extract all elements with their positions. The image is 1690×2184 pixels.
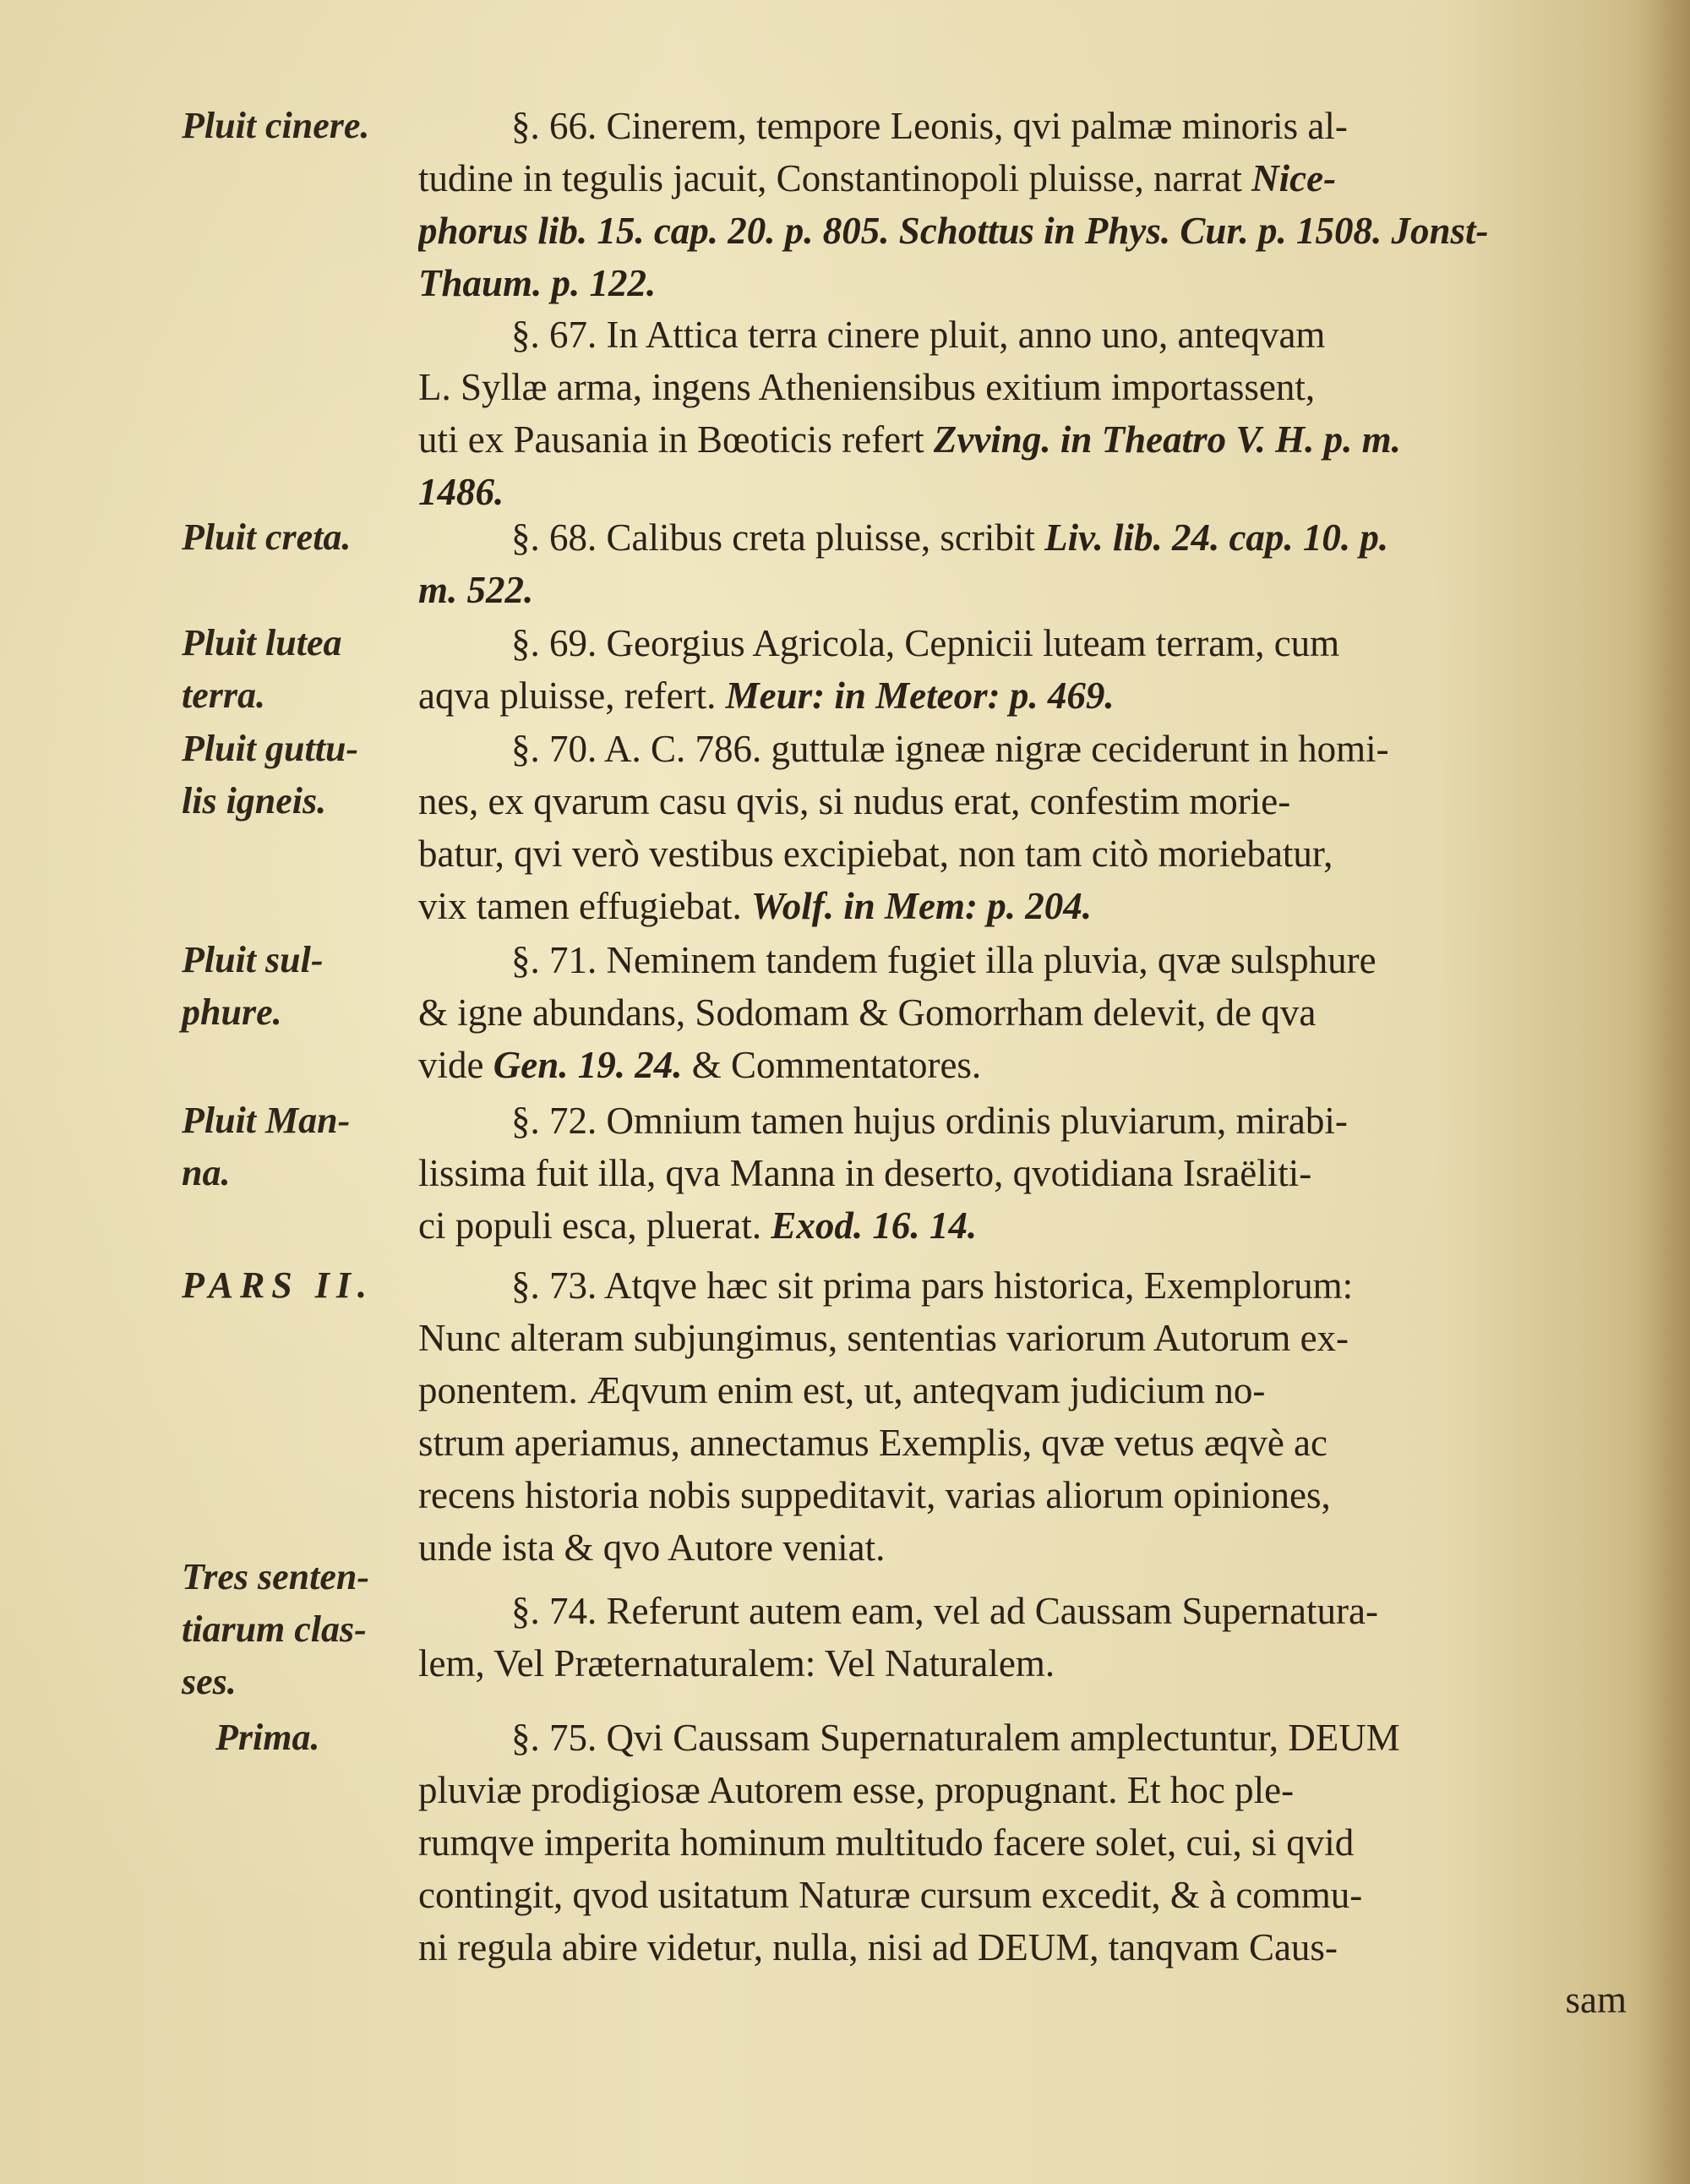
paragraph-66 [418,100,1627,309]
text-line: L. Syllæ arma, ingens Atheniensibus exitium importassent, [418,366,1316,408]
text-line: §. 72. Omnium tamen hujus ordinis pluviarum, mirabi- [511,1100,1348,1142]
text-line [418,205,1627,257]
paragraph-67 [418,308,1627,518]
text-line: pluviæ prodigiosæ Autorem esse, propugnant. Et hoc ple- [418,1769,1295,1811]
margin-note [182,617,418,722]
citation: 1486. [418,471,504,513]
paragraph-72 [418,1095,1627,1252]
paragraph-74 [418,1585,1627,1690]
paragraph-75 [418,1712,1627,2026]
margin-note [182,100,418,152]
text-line: ni regula abire videtur, nulla, nisi ad DEUM, tanqvam Caus- [418,1926,1338,1968]
text-line: rumqve imperita hominum multitudo facere solet, cui, si qvid [418,1821,1355,1864]
text-line: lem, Vel Præternaturalem: Vel Naturalem. [418,1642,1055,1684]
margin-note-line: lis igneis. [182,780,327,822]
text-line: vide Gen. 19. 24. & Commentatores. [418,1044,982,1086]
citation: Thaum. p. 122. [418,262,657,304]
text-line: lissima fuit illa, qva Manna in deserto, qvotidiana Israëliti- [418,1152,1312,1194]
margin-note-line: Pluit creta. [182,516,352,558]
text-line: uti ex Pausania in Bœoticis refert Zvving. in Theatro V. H. p. m. [418,418,1401,461]
citation: m. 522. [418,569,534,611]
text-line [418,564,1627,616]
citation: Meur: in Meteor: p. 469. [725,674,1115,717]
citation: Nice- [1251,157,1337,199]
margin-note-line: Pluit guttu- [182,728,359,769]
paragraph-73 [418,1259,1627,1574]
citation: phorus lib. 15. cap. 20. p. 805. Schottus in Phys. Cur. p. 1508. Jonst- [418,210,1489,252]
text-line: §. 71. Neminem tandem fugiet illa pluvia, qvæ sulsphure [511,939,1377,981]
margin-note-line: Prima. [215,1717,320,1758]
text-line: tudine in tegulis jacuit, Constantinopoli pluisse, narrat Nice- [418,157,1337,199]
margin-note-line: na. [182,1152,231,1193]
text-line: aqva pluisse, refert. Meur: in Meteor: p. 469. [418,674,1115,717]
margin-note-line: ses. [182,1661,237,1702]
text-line: §. 73. Atqve hæc sit prima pars historica, Exemplorum: [511,1264,1354,1307]
margin-note-line: Pluit cinere. [182,105,370,146]
text-line: vix tamen effugiebat. Wolf. in Mem: p. 204. [418,885,1092,927]
text-line: §. 66. Cinerem, tempore Leonis, qvi palmæ minoris al- [511,105,1348,147]
margin-note-line: PARS II. [182,1264,374,1306]
text-line [418,257,1627,309]
paragraph-68 [418,511,1627,616]
margin-note [182,1095,418,1199]
text-line: §. 67. In Attica terra cinere pluit, anno uno, anteqvam [511,314,1326,356]
citation: Gen. 19. 24. [493,1044,683,1086]
text-line: strum aperiamus, annectamus Exemplis, qvæ vetus æqvè ac [418,1422,1328,1464]
margin-note [182,723,418,827]
margin-note [182,934,418,1039]
text-line: §. 69. Georgius Agricola, Cepnicii luteam terram, cum [511,622,1340,664]
margin-note-line: Tres senten- [182,1556,370,1597]
text-line: & igne abundans, Sodomam & Gomorrham delevit, de qva [418,991,1317,1034]
text-line [418,466,1627,518]
margin-note-line: phure. [182,991,282,1033]
paragraph-69 [418,617,1627,722]
margin-note [182,1259,418,1312]
margin-note-line: Pluit sul- [182,939,324,980]
margin-note-line: Pluit lutea [182,622,342,663]
catchword: sam [1565,1979,1627,2021]
citation: Zvving. in Theatro V. H. p. m. [933,418,1401,461]
text-line: batur, qvi verò vestibus excipiebat, non tam citò moriebatur, [418,833,1333,875]
text-line: ci populi esca, pluerat. Exod. 16. 14. [418,1204,978,1247]
margin-note-line: tiarum clas- [182,1608,367,1650]
text-line: recens historia nobis suppeditavit, varias aliorum opiniones, [418,1474,1331,1516]
paragraph-70 [418,723,1627,932]
margin-note [182,1551,418,1708]
text-line: Nunc alteram subjungimus, sententias variorum Autorum ex- [418,1317,1349,1359]
margin-note-line: Pluit Man- [182,1100,351,1141]
text-line: ponentem. Æqvum enim est, ut, anteqvam judicium no- [418,1369,1266,1411]
text-line: §. 75. Qvi Caussam Supernaturalem amplectuntur, DEUM [511,1717,1400,1759]
text-line: §. 70. A. C. 786. guttulæ igneæ nigræ ceciderunt in homi- [511,728,1389,770]
text-line: §. 74. Referunt autem eam, vel ad Caussam Supernatura- [511,1590,1378,1632]
margin-note [215,1712,452,1764]
text-line: §. 68. Calibus creta pluisse, scribit Liv. lib. 24. cap. 10. p. [511,516,1389,559]
paragraph-71 [418,934,1627,1091]
margin-note-line: terra. [182,674,265,716]
text-line: contingit, qvod usitatum Naturæ cursum excedit, & à commu- [418,1874,1363,1916]
citation: Exod. 16. 14. [771,1204,978,1247]
citation: Liv. lib. 24. cap. 10. p. [1044,516,1389,559]
text-line: unde ista & qvo Autore veniat. [418,1526,886,1569]
text-line: nes, ex qvarum casu qvis, si nudus erat, confestim morie- [418,780,1291,822]
page-spine-shadow [1639,0,1690,2184]
citation: Wolf. in Mem: p. 204. [751,885,1092,927]
margin-note [182,511,418,564]
